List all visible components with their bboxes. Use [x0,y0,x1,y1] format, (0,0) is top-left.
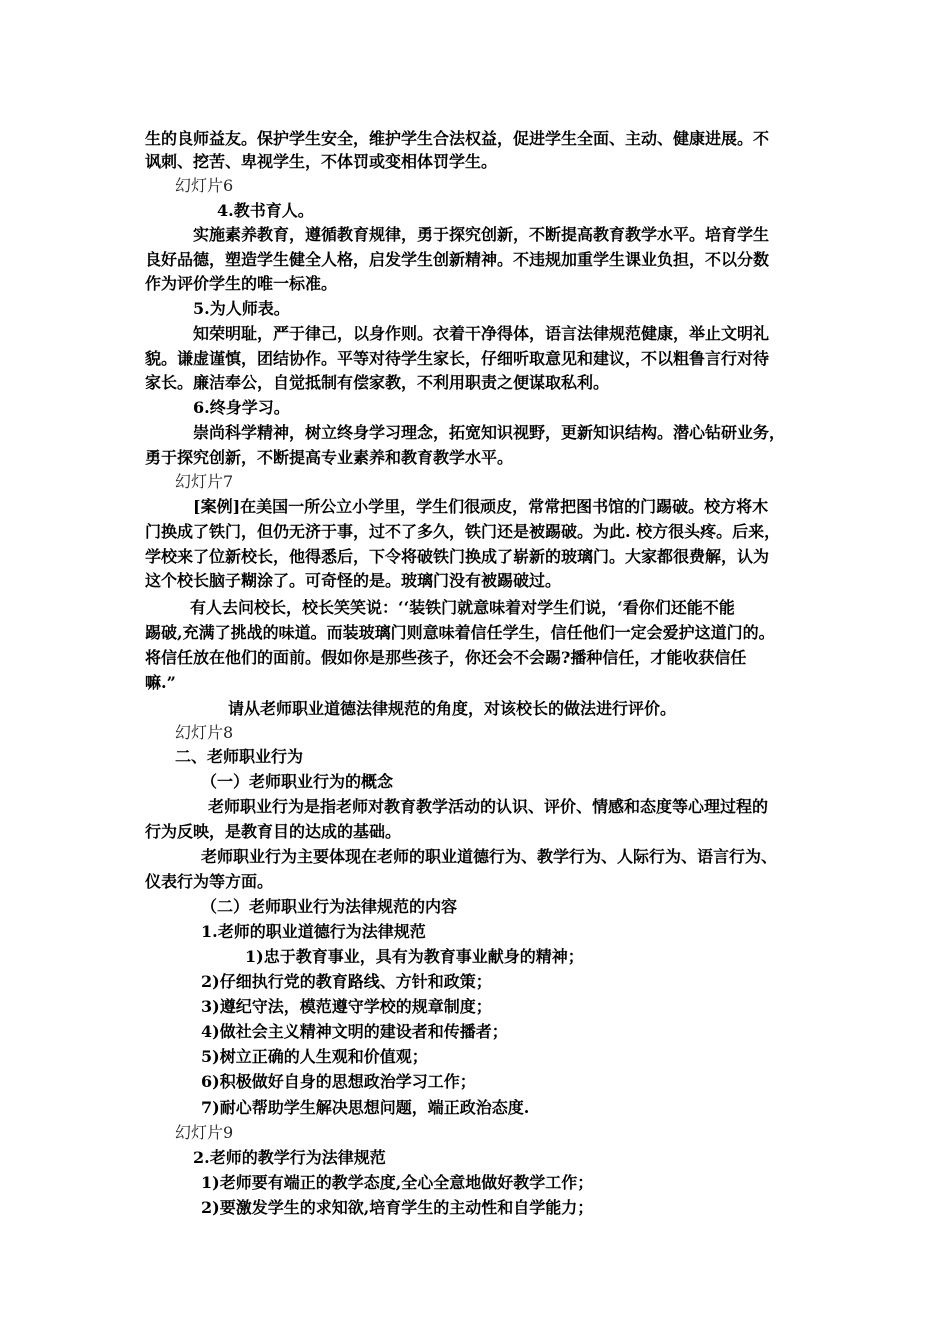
slide-marker: 幻灯片8 [175,723,234,742]
section-heading: 二、老师职业行为 [175,747,304,766]
text-line: 门换成了铁门，但仍无济于事，过不了多久，铁门还是被踢破。为此. 校方很头疼。后来， [145,522,781,541]
list-item: 1)忠于教育事业，具有为教育事业献身的精神； [245,947,584,966]
section-heading: 4.教书育人。 [217,201,314,220]
list-item: 3)遵纪守法，模范遵守学校的规章制度； [201,997,492,1016]
list-item: 2)要激发学生的求知欲,培育学生的主动性和自学能力； [201,1198,594,1217]
list-item: 4)做社会主义精神文明的建设者和传播者； [201,1022,508,1041]
list-item: 1)老师要有端正的教学态度,全心全意地做好教学工作； [201,1173,594,1192]
text-line: 实施素养教育，遵循教育规律，勇于探究创新，不断提高教育教学水平。培育学生 [193,225,770,244]
question-line: 请从老师职业道德法律规范的角度，对该校长的做法进行评价。 [228,699,677,718]
text-line: 仪表行为等方面。 [145,872,274,891]
section-heading: 6.终身学习。 [193,398,290,417]
section-heading: 2.老师的教学行为法律规范 [193,1148,386,1167]
text-line: 崇尚科学精神，树立终身学习理念，拓宽知识视野，更新知识结构。潜心钻研业务， [193,423,786,442]
text-line: 作为评价学生的唯一标准。 [145,274,338,293]
text-line: 良好品德，塑造学生健全人格，启发学生创新精神。不违规加重学生课业负担，不以分数 [145,250,770,269]
slide-marker: 幻灯片7 [175,472,234,491]
text-line: 这个校长脑子糊涂了。可奇怪的是。玻璃门没有被踢破过。 [145,571,562,590]
list-item: 6)积极做好自身的思想政治学习工作； [201,1072,476,1091]
list-item: 5)树立正确的人生观和价值观； [201,1047,428,1066]
text-line: 将信任放在他们的面前。假如你是那些孩子，你还会不会踢?播种信任，才能收获信任 [145,648,747,667]
section-heading: 5.为人师表。 [193,299,290,318]
section-heading: （二）老师职业行为法律规范的内容 [201,897,458,916]
text-line: 貌。谦虚谨慎，团结协作。平等对待学生家长，仔细听取意见和建议，不以粗鲁言行对待 [145,349,770,368]
text-line: 老师职业行为是指老师对教育教学活动的认识、评价、情感和态度等心理过程的 [208,797,769,816]
section-heading: 1.老师的职业道德行为法律规范 [201,922,426,941]
text-line: 踢破,充满了挑战的味道。而装玻璃门则意味着信任学生，信任他们一定会爱护这道门的。 [145,623,775,642]
text-line: 知荣明耻，严于律己，以身作则。衣着干净得体，语言法律规范健康，举止文明礼 [193,324,770,343]
text-line: 老师职业行为主要体现在老师的职业道德行为、教学行为、人际行为、语言行为、 [201,847,778,866]
slide-marker: 幻灯片9 [175,1123,234,1142]
text-line: 行为反映，是教育目的达成的基础。 [145,822,402,841]
list-item: 2)仔细执行党的教育路线、方针和政策； [201,972,492,991]
text-line: 生的良师益友。保护学生安全，维护学生合法权益，促进学生全面、主动、健康进展。不 [145,129,770,148]
slide-marker: 幻灯片6 [175,176,234,195]
text-line: 讽刺、挖苦、卑视学生，不体罚或变相体罚学生。 [145,152,498,171]
text-line: 勇于探究创新，不断提高专业素养和教育教学水平。 [145,448,514,467]
list-item: 7)耐心帮助学生解决思想问题，端正政治态度. [201,1098,530,1117]
text-line: 家长。廉洁奉公，自觉抵制有偿家教，不利用职责之便谋取私利。 [145,373,610,392]
section-heading: （一）老师职业行为的概念 [201,772,394,791]
text-line: 学校来了位新校长，他得悉后，下令将破铁门换成了崭新的玻璃门。大家都很费解，认为 [145,547,770,566]
text-line: [案例]在美国一所公立小学里，学生们很顽皮，常常把图书馆的门踢破。校方将木 [193,497,769,516]
text-line: 有人去问校长，校长笑笑说：‘‘装铁门就意味着对学生们说，‘看你们还能不能 [190,598,735,617]
text-line: 嘛.” [145,673,176,692]
